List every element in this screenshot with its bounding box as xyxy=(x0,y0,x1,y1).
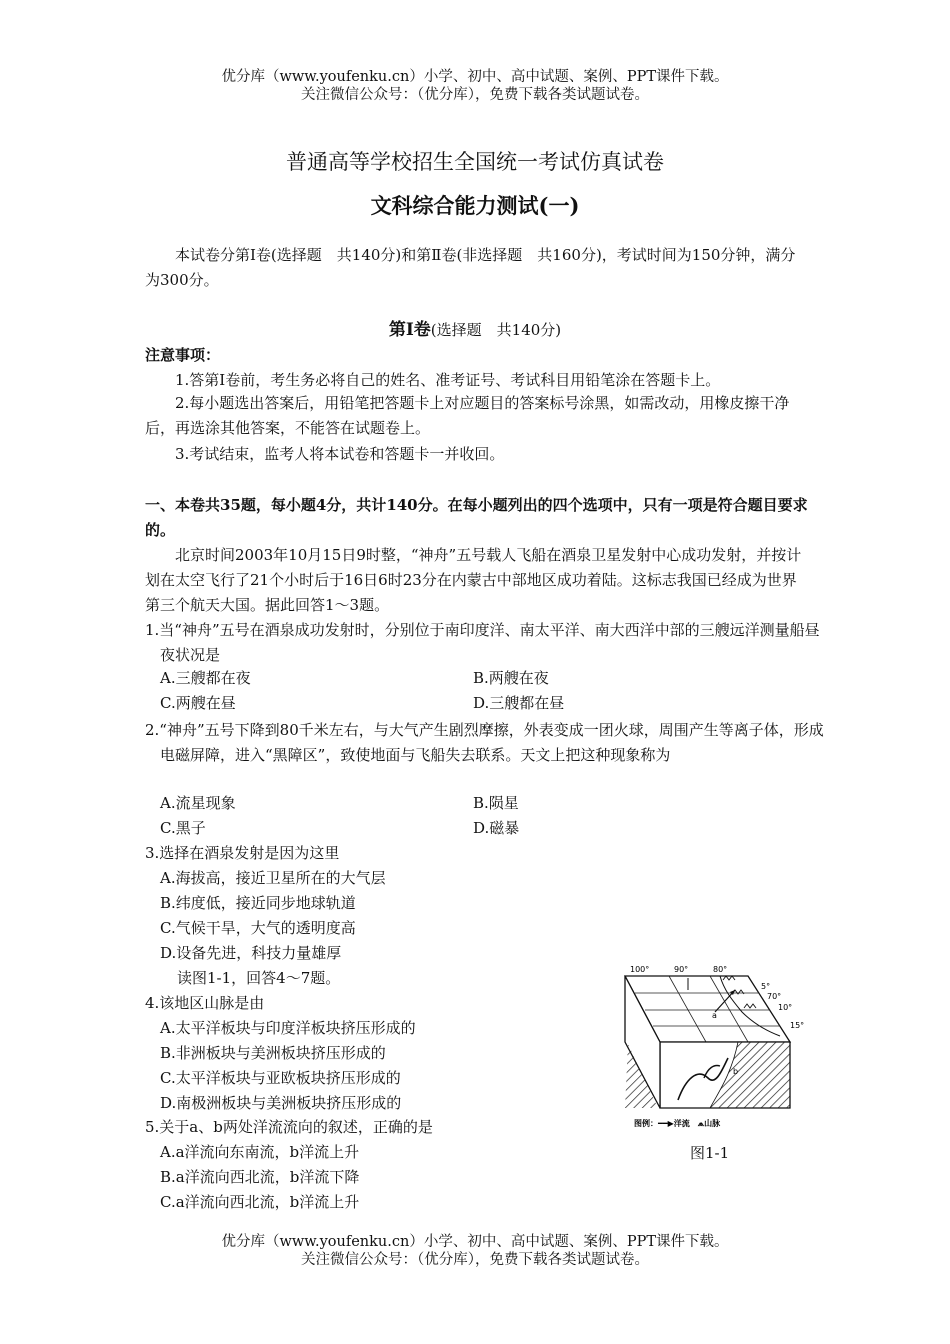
notice-item-3: 3.考试结束，监考人将本试卷和答题卡一并收回。 xyxy=(175,445,505,463)
q4-option-a: A.太平洋板块与印度洋板块挤压形成的 xyxy=(160,1019,416,1037)
q3-option-b: B.纬度低，接近同步地球轨道 xyxy=(160,894,356,912)
q3-option-d: D.设备先进，科技力量雄厚 xyxy=(160,944,342,962)
lon-label-90: 90° xyxy=(674,965,689,974)
q1-option-b: B.两艘在夜 xyxy=(473,669,549,687)
q3-option-c: C.气候干旱，大气的透明度高 xyxy=(160,919,356,937)
figure-legend: 图例：━━▶洋流 ⩕山脉 xyxy=(634,1119,721,1128)
q5-option-c: C.a洋流向西北流，b洋流上升 xyxy=(160,1193,360,1211)
read-figure-instruction: 读图1-1，回答4～7题。 xyxy=(177,969,341,987)
q3-stem: 3.选择在酒泉发射是因为这里 xyxy=(145,844,340,862)
notice-item-2: 2.每小题选出答案后，用铅笔把答题卡上对应题目的答案标号涂黑，如需改动，用橡皮擦干净后，再选涂其他答案，不能答在试题卷上。 xyxy=(145,394,790,437)
lon-label-80: 80° xyxy=(713,965,728,974)
footer-line-2: 关注微信公众号：（优分库），免费下载各类试题试卷。 xyxy=(301,1252,649,1268)
q5-option-a: A.a洋流向东南流，b洋流上升 xyxy=(160,1143,360,1161)
q2-option-d: D.磁暴 xyxy=(473,819,520,837)
lat-label-10: 10° xyxy=(778,1003,793,1012)
q3-option-a: A.海拔高，接近卫星所在的大气层 xyxy=(160,869,386,887)
figure-block-diagram xyxy=(620,960,805,1135)
part1-rest: (选择题 共140分) xyxy=(430,321,562,339)
q1-stem: 1.当“神舟”五号在酒泉成功发射时，分别位于南印度洋、南太平洋、南大西洋中部的三艘远洋测量船昼夜状况是 xyxy=(145,621,820,664)
exam-subtitle: 文科综合能力测试(一) xyxy=(370,193,580,218)
q4-option-c: C.太平洋板块与亚欧板块挤压形成的 xyxy=(160,1069,401,1087)
header-line-1: 优分库（www.youfenku.cn）小学、初中、高中试题、案例、PPT课件下载。 xyxy=(221,69,729,85)
q2-option-c: C.黑子 xyxy=(160,819,206,837)
q1-option-d: D.三艘都在昼 xyxy=(473,694,565,712)
footer-line-1: 优分库（www.youfenku.cn）小学、初中、高中试题、案例、PPT课件下载。 xyxy=(221,1234,729,1250)
q5-option-b: B.a洋流向西北流，b洋流下降 xyxy=(160,1168,360,1186)
label-a: a xyxy=(712,1011,717,1020)
q4-option-b: B.非洲板块与美洲板块挤压形成的 xyxy=(160,1044,386,1062)
q4-stem: 4.该地区山脉是由 xyxy=(145,994,265,1012)
q1-option-c: C.两艘在昼 xyxy=(160,694,236,712)
notice-item-1: 1.答第Ⅰ卷前，考生务必将自己的姓名、准考证号、考试科目用铅笔涂在答题卡上。 xyxy=(175,371,721,389)
figure-caption: 图1-1 xyxy=(690,1144,730,1162)
lat-label-15: 15° xyxy=(790,1021,805,1030)
q1-option-a: A.三艘都在夜 xyxy=(160,669,251,687)
q2-option-b: B.陨星 xyxy=(473,794,519,812)
q5-stem: 5.关于a、b两处洋流流向的叙述，正确的是 xyxy=(145,1118,433,1136)
exam-title: 普通高等学校招生全国统一考试仿真试卷 xyxy=(286,150,664,174)
lat-label-5: 5° xyxy=(761,982,771,991)
lon-label-70: 70° xyxy=(767,992,782,1001)
label-b: b xyxy=(733,1067,739,1076)
q2-option-a: A.流星现象 xyxy=(160,794,236,812)
notice-heading: 注意事项： xyxy=(145,346,221,364)
part1-bold: 第Ⅰ卷 xyxy=(388,320,431,340)
section1-heading: 一、本卷共35题，每小题4分，共计140分。在每小题列出的四个选项中，只有一项是符合题目要求的。 xyxy=(145,496,808,539)
passage: 北京时间2003年10月15日9时整，“神舟”五号载人飞船在酒泉卫星发射中心成功发射，并按计划在太空飞行了21个小时后于16日6时23分在内蒙古中部地区成功着陆。这标志我国已经成为世界第三个航天大国。据此回答1～3题。 xyxy=(145,546,802,614)
intro-paragraph: 本试卷分第Ⅰ卷(选择题 共140分)和第Ⅱ卷(非选择题 共160分)，考试时间为150分钟，满分为300分。 xyxy=(145,246,796,289)
q4-option-d: D.南极洲板块与美洲板块挤压形成的 xyxy=(160,1094,402,1112)
q2-stem: 2.“神舟”五号下降到80千米左右，与大气产生剧烈摩擦，外表变成一团火球，周围产生等离子体，形成电磁屏障，进入“黑障区”，致使地面与飞船失去联系。天文上把这种现象称为 xyxy=(145,721,824,764)
header-line-2: 关注微信公众号：（优分库），免费下载各类试题试卷。 xyxy=(301,87,649,103)
part1-heading xyxy=(0,320,950,340)
lon-label-100: 100° xyxy=(630,965,650,974)
